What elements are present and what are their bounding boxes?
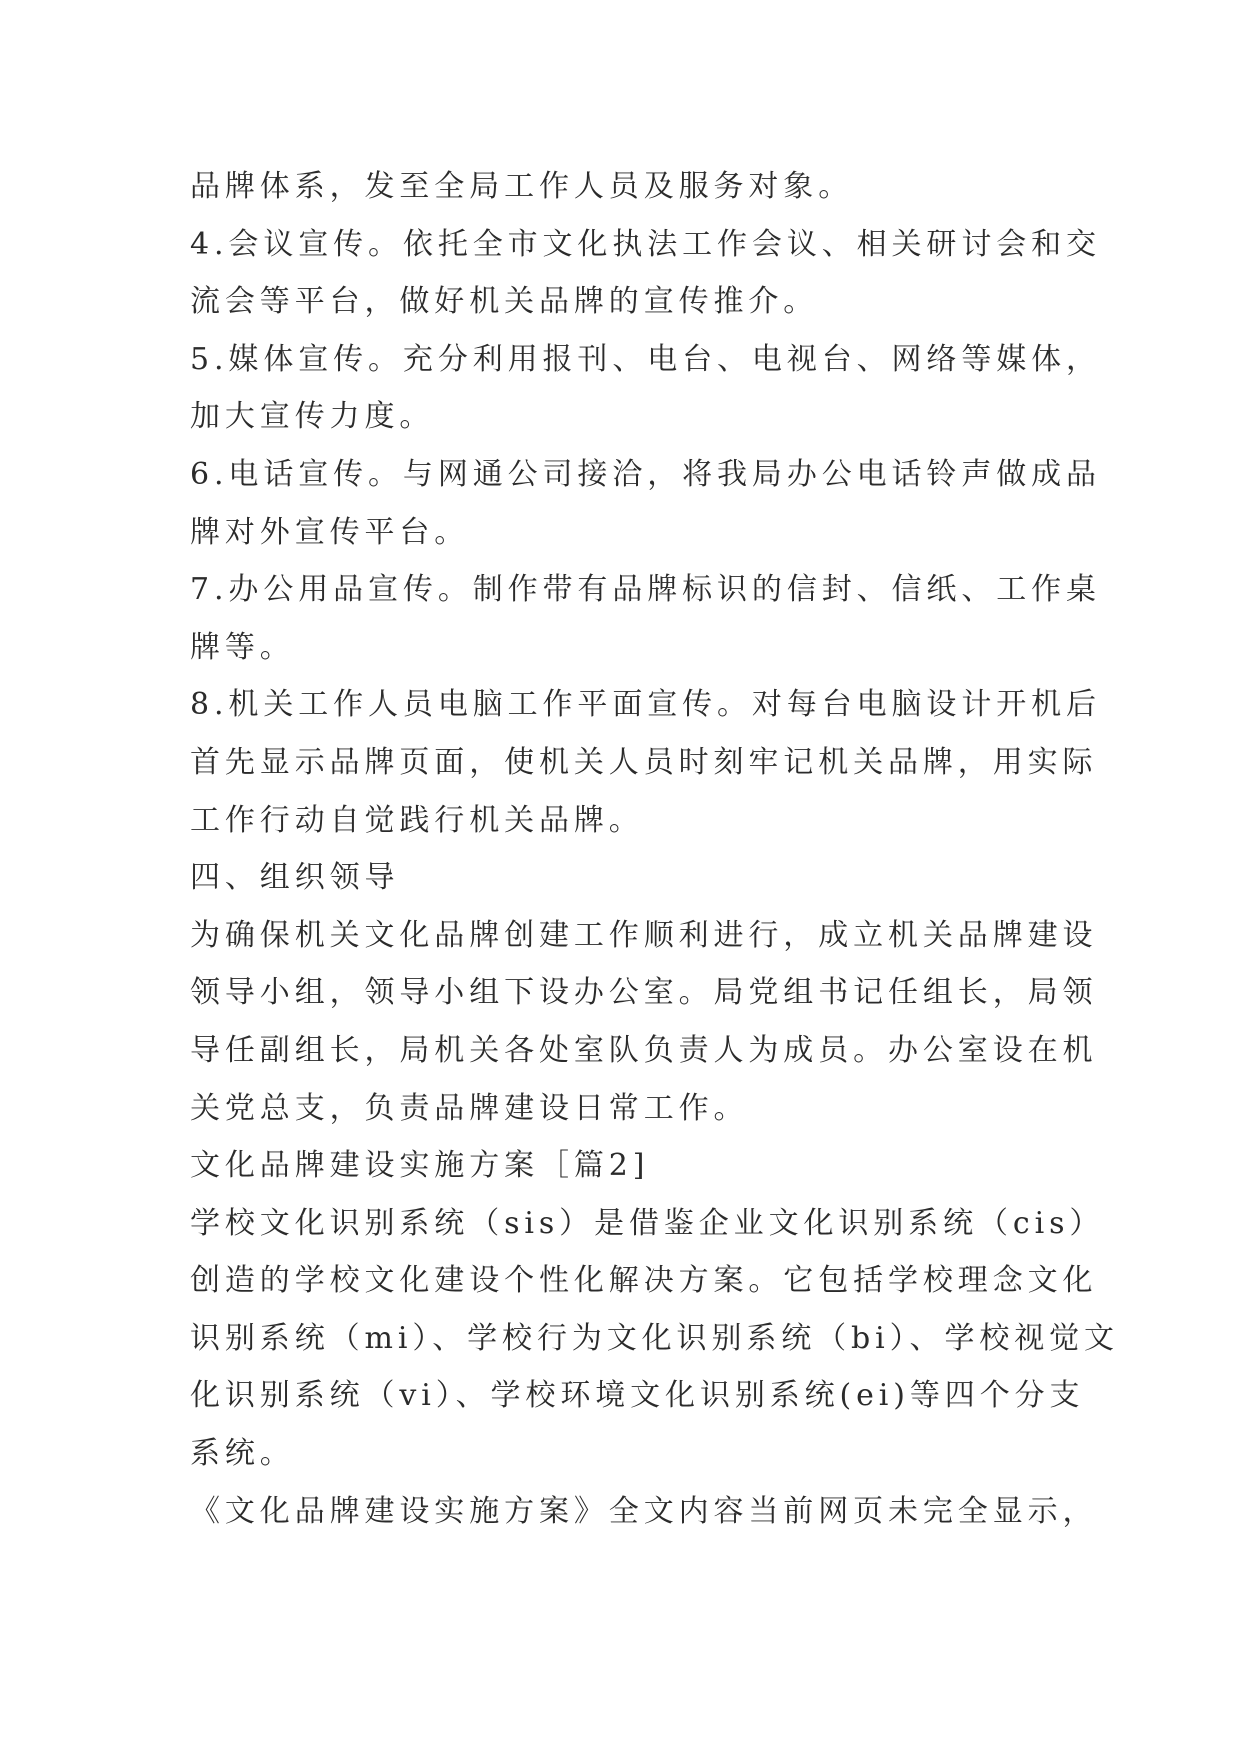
- text-line: 牌等。: [190, 629, 295, 665]
- text-line: 流会等平台，做好机关品牌的宣传推介。: [190, 284, 819, 320]
- text-line: 加大宣传力度。: [190, 399, 435, 435]
- article-title: 文化品牌建设实施方案［篇2]: [190, 1148, 650, 1184]
- text-line: 系统。: [190, 1436, 295, 1472]
- text-line: 4.会议宣传。依托全市文化执法工作会议、相关研讨会和交: [190, 226, 1101, 262]
- text-line: 学校文化识别系统（sis）是借鉴企业文化识别系统（cis）: [190, 1205, 1105, 1241]
- document-body: [190, 158, 1119, 1540]
- text-line: 工作行动自觉践行机关品牌。: [190, 802, 644, 838]
- text-line: 为确保机关文化品牌创建工作顺利进行，成立机关品牌建设: [190, 917, 1098, 953]
- text-line: 识别系统（mi）、学校行为文化识别系统（bi）、学校视觉文: [190, 1320, 1119, 1356]
- text-line: 导任副组长，局机关各处室队负责人为成员。办公室设在机: [190, 1032, 1098, 1068]
- truncation-notice: 《文化品牌建设实施方案》全文内容当前网页未完全显示，: [190, 1493, 1098, 1529]
- text-line: 创造的学校文化建设个性化解决方案。它包括学校理念文化: [190, 1263, 1098, 1299]
- text-line: 领导小组，领导小组下设办公室。局党组书记任组长，局领: [190, 975, 1098, 1011]
- text-line: 关党总支，负责品牌建设日常工作。: [190, 1090, 749, 1126]
- text-line: 牌对外宣传平台。: [190, 514, 470, 550]
- text-line: 化识别系统（vi）、学校环境文化识别系统(ei)等四个分支: [190, 1378, 1085, 1414]
- text-line: 5.媒体宣传。充分利用报刊、电台、电视台、网络等媒体，: [190, 341, 1101, 377]
- text-line: 7.办公用品宣传。制作带有品牌标识的信封、信纸、工作桌: [190, 572, 1101, 608]
- text-line: 6.电话宣传。与网通公司接洽，将我局办公电话铃声做成品: [190, 456, 1101, 492]
- section-heading: 四、组织领导: [190, 860, 400, 896]
- text-line: 首先显示品牌页面，使机关人员时刻牢记机关品牌，用实际: [190, 744, 1098, 780]
- text-line: 8.机关工作人员电脑工作平面宣传。对每台电脑设计开机后: [190, 687, 1101, 723]
- text-line: 品牌体系，发至全局工作人员及服务对象。: [190, 169, 854, 204]
